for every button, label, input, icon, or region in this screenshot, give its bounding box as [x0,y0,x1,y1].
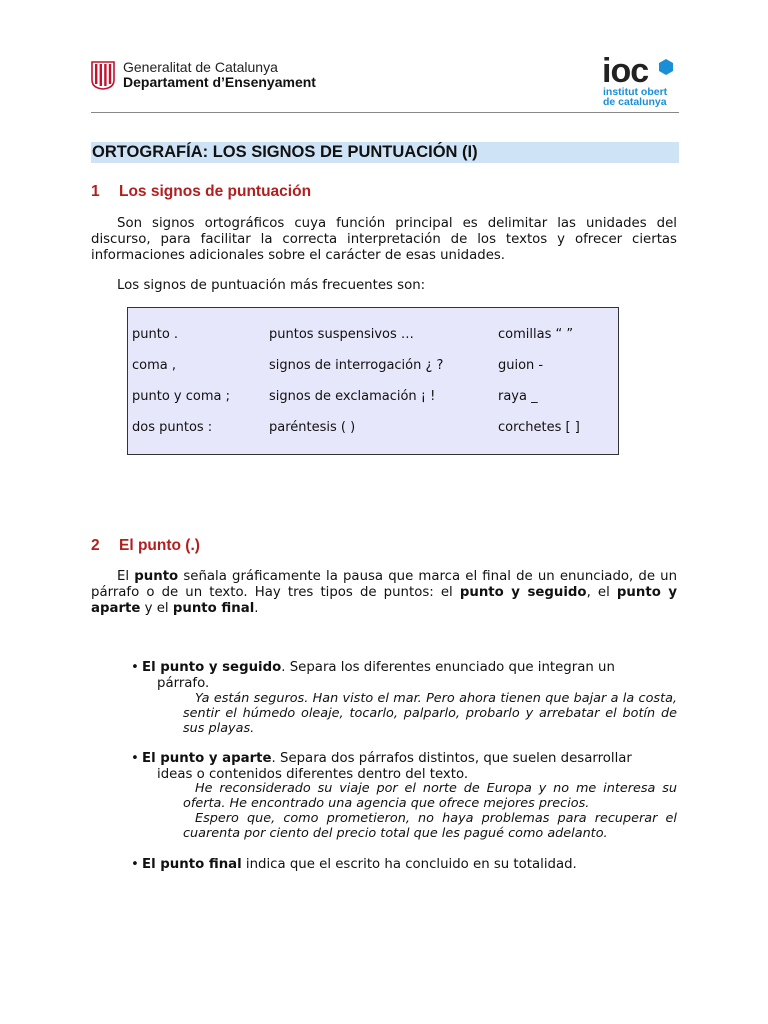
header-divider [91,112,679,113]
bullet-dot-icon: • [131,660,139,675]
ioc-wordmark: ioc [602,52,649,90]
ioc-subtitle-line2: de catalunya [603,96,667,108]
section-1-number: 1 [91,183,100,200]
example-quote: Espero que, como prometieron, no haya problemas para recuperar el cuarenta por ciento del precio total que les pagué como adelanto. [183,811,677,841]
department-name: Departament d’Ensenyament [123,74,316,90]
bullet-punto-y-seguido: • El punto y seguido. Separa los diferentes enunciado que integran un párrafo. [131,660,615,691]
table-cell: coma , [132,358,176,373]
bullet-punto-y-aparte: • El punto y aparte. Separa dos párrafos distintos, que suelen desarrollar ideas o contenidos diferentes dentro del texto. [131,751,632,782]
bullet-punto-final: • El punto final indica que el escrito ha concluido en su totalidad. [131,857,577,872]
document-title: ORTOGRAFÍA: LOS SIGNOS DE PUNTUACIÓN (I) [92,143,478,161]
table-cell: paréntesis ( ) [269,420,356,435]
bullet-dot-icon: • [131,751,139,766]
page-header [91,52,679,112]
section-1-heading [91,183,311,201]
example-quote: Ya están seguros. Han visto el mar. Pero ahora tienen que bajar a la costa, sentir el húmedo oleaje, tocarlo, palparlo, probarlo y arrebatar el botín de sus playas. [183,691,677,736]
table-cell: signos de exclamación ¡ ! [269,389,436,404]
ioc-hexagon-icon [658,59,674,75]
table-cell: puntos suspensivos … [269,327,414,342]
table-cell: corchetes [ ] [498,420,580,435]
section-1-title: Los signos de puntuación [119,183,312,200]
punctuation-signs-table [127,307,619,455]
table-cell: guion - [498,358,544,373]
table-cell: punto y coma ; [132,389,230,404]
bullet-dot-icon: • [131,857,139,872]
table-cell: raya _ [498,389,538,404]
section-2-heading [91,537,200,555]
table-cell: comillas “ ” [498,327,574,342]
generalitat-name: Generalitat de Catalunya [123,59,278,75]
generalitat-logo [91,60,316,90]
section-2-number: 2 [91,537,100,554]
section-1-paragraph: Son signos ortográficos cuya función principal es delimitar las unidades del discurso, para facilitar la correcta interpretación de los textos y ofrecer ciertas informaciones adicionales sobre el carácter de esas unidades. [91,216,677,263]
section-2-title: El punto (.) [119,537,200,554]
ioc-subtitle-line1: institut obert [603,86,668,98]
generalitat-emblem-icon [91,60,115,90]
section-1-list-intro: Los signos de puntuación más frecuentes son: [117,278,426,293]
table-cell: signos de interrogación ¿ ? [269,358,444,373]
table-cell: dos puntos : [132,420,213,435]
section-2-paragraph: El punto señala gráficamente la pausa que marca el final de un enunciado, de un párrafo o de un texto. Hay tres tipos de puntos: el punto y seguido, el punto y aparte y el punto final. [91,569,678,616]
example-quote: He reconsiderado su viaje por el norte de Europa y no me interesa su oferta. He encontrado una agencia que ofrece mejores precios. [183,781,677,811]
ioc-logo [599,52,679,108]
table-cell: punto . [132,327,179,342]
document-title-bar [91,142,679,163]
